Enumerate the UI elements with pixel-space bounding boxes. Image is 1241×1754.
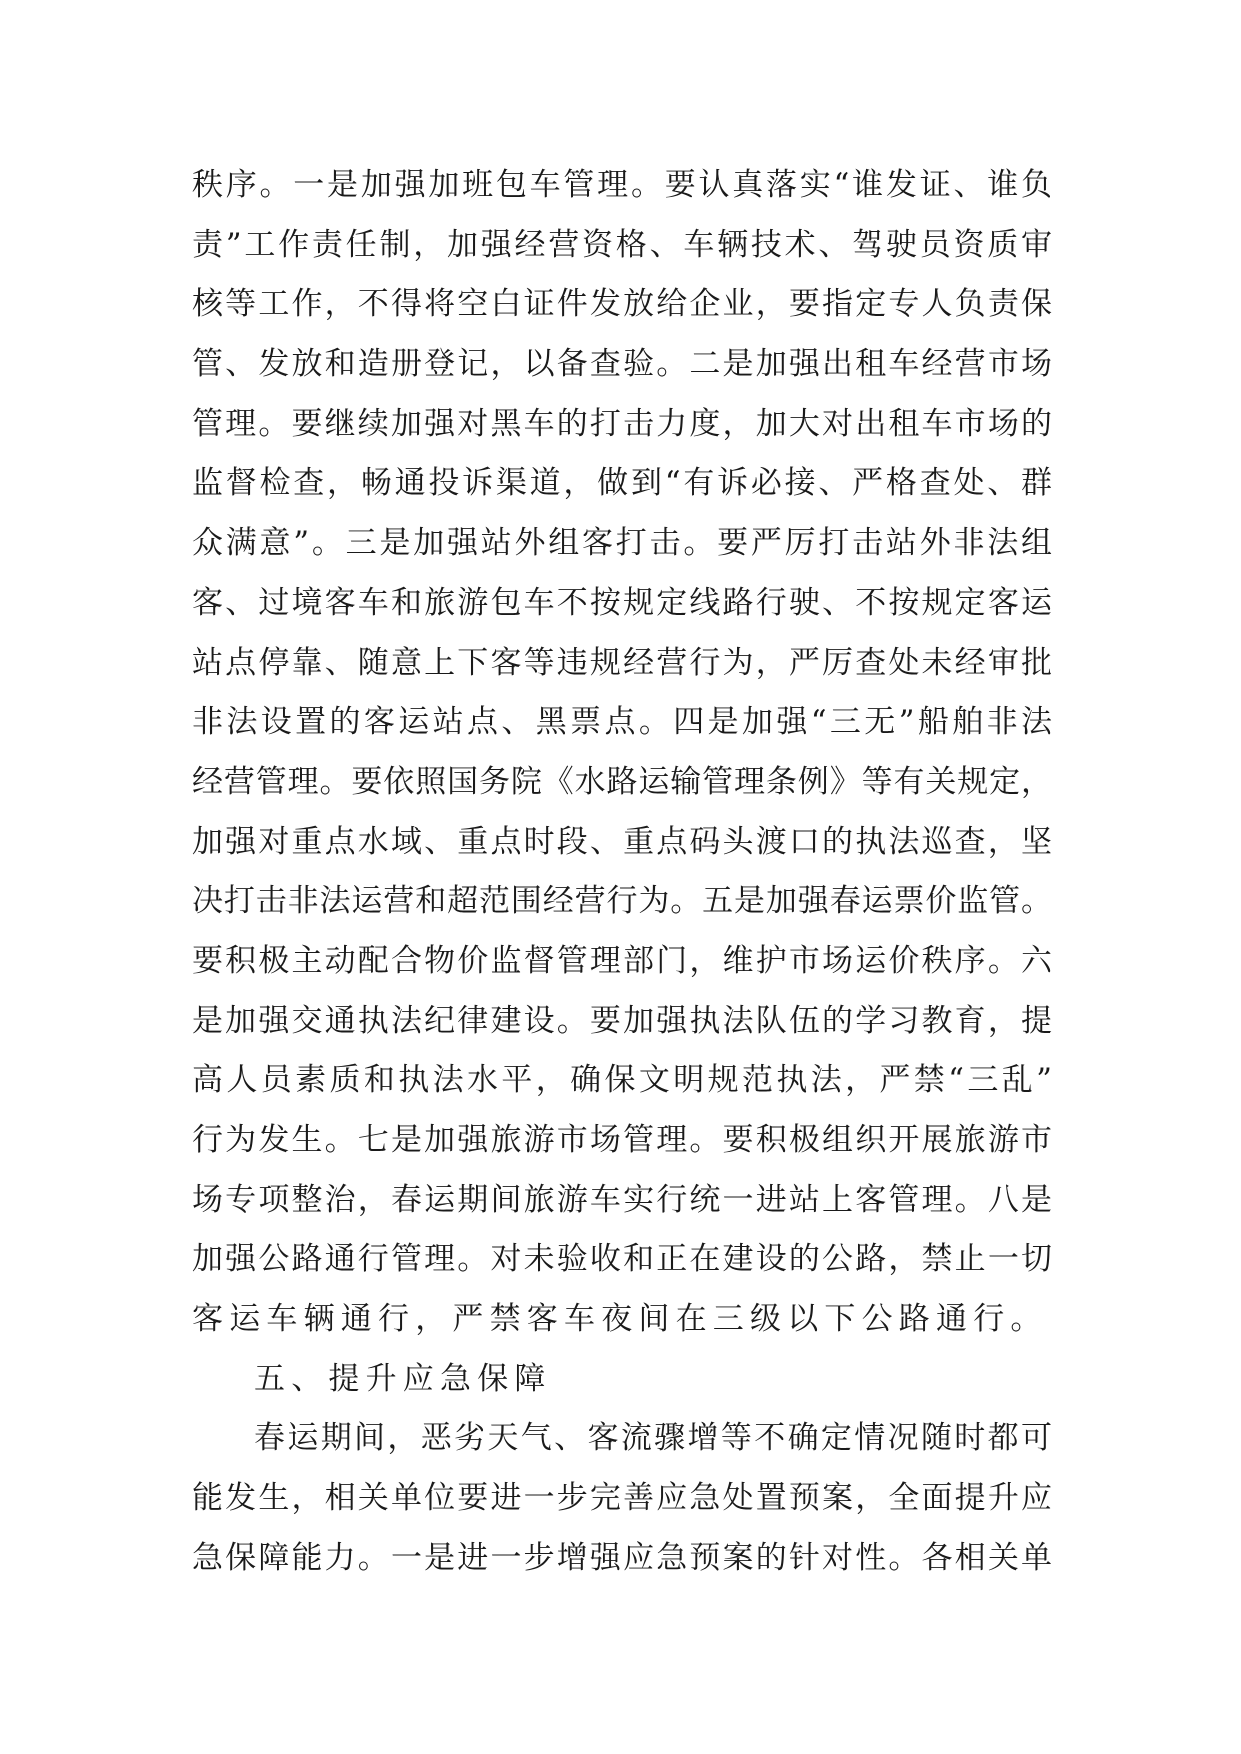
text-line: 行为发生。七是加强旅游市场管理。要积极组织开展旅游市 — [192, 1122, 1052, 1158]
document-body — [192, 156, 1052, 1589]
text-line: 经营管理。要依照国务院《水路运输管理条例》等有关规定， — [192, 763, 1052, 800]
text-line: 管、发放和造册登记，以备查验。二是加强出租车经营市场 — [192, 346, 1052, 383]
text-line: 急保障能力。一是进一步增强应急预案的针对性。各相关单 — [192, 1539, 1052, 1576]
text-line: 是加强交通执法纪律建设。要加强执法队伍的学习教育，提 — [192, 1002, 1052, 1039]
text-line: 管理。要继续加强对黑车的打击力度，加大对出租车市场的 — [192, 405, 1052, 442]
paragraph-first-line: 春运期间，恶劣天气、客流骤增等不确定情况随时都可 — [254, 1420, 1052, 1457]
text-line: 责”工作责任制，加强经营资格、车辆技术、驾驶员资质审 — [192, 226, 1052, 263]
text-line: 客、过境客车和旅游包车不按规定线路行驶、不按规定客运 — [192, 584, 1052, 621]
text-line: 秩序。一是加强加班包车管理。要认真落实“谁发证、谁负 — [192, 167, 1052, 203]
text-line: 场专项整治，春运期间旅游车实行统一进站上客管理。八是 — [192, 1181, 1052, 1218]
text-line: 加强公路通行管理。对未验收和正在建设的公路，禁止一切 — [192, 1241, 1052, 1278]
text-line: 决打击非法运营和超范围经营行为。五是加强春运票价监管。 — [192, 883, 1052, 920]
text-line: 要积极主动配合物价监督管理部门，维护市场运价秩序。六 — [192, 942, 1052, 979]
text-line: 众满意”。三是加强站外组客打击。要严厉打击站外非法组 — [192, 525, 1052, 562]
section-heading: 五、提升应急保障 — [254, 1360, 552, 1397]
text-line: 加强对重点水域、重点时段、重点码头渡口的执法巡查，坚 — [192, 823, 1052, 860]
text-line: 核等工作，不得将空白证件发放给企业，要指定专人负责保 — [192, 286, 1052, 323]
text-line: 监督检查，畅通投诉渠道，做到“有诉必接、严格查处、群 — [192, 465, 1052, 502]
text-line: 能发生，相关单位要进一步完善应急处置预案，全面提升应 — [192, 1480, 1052, 1517]
text-line: 站点停靠、随意上下客等违规经营行为，严厉查处未经审批 — [192, 644, 1052, 681]
text-line: 高人员素质和执法水平，确保文明规范执法，严禁“三乱” — [192, 1062, 1052, 1099]
text-line: 客运车辆通行，严禁客车夜间在三级以下公路通行。 — [192, 1301, 1048, 1338]
text-line: 非法设置的客运站点、黑票点。四是加强“三无”船舶非法 — [192, 704, 1052, 741]
